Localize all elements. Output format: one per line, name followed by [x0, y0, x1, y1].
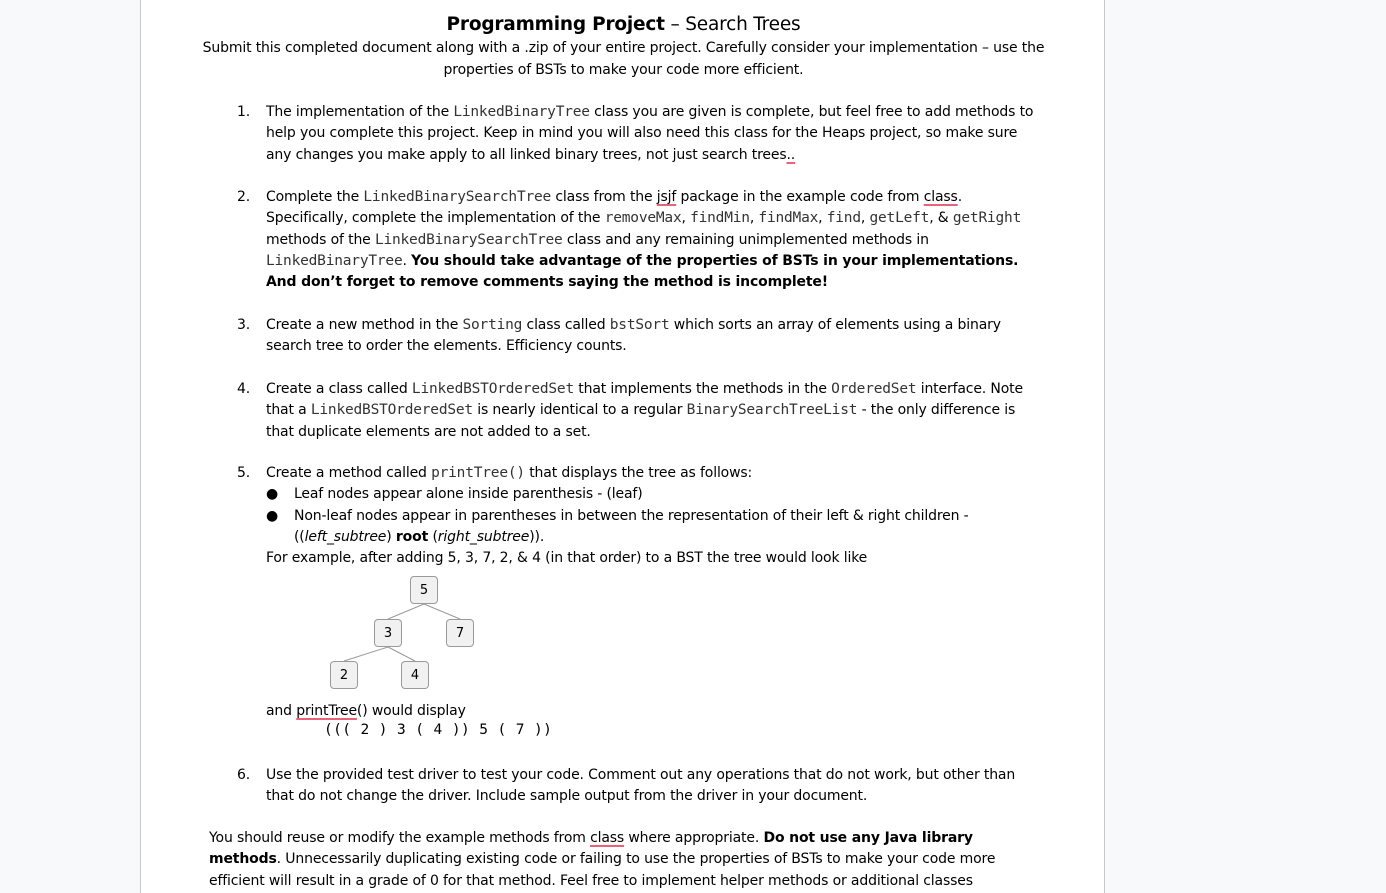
- code-orderedset: OrderedSet: [831, 381, 917, 397]
- text: (: [428, 528, 438, 545]
- text: class called: [522, 317, 610, 333]
- item-body: [266, 187, 1046, 293]
- code-linkedbinarysearchtree: LinkedBinarySearchTree: [363, 189, 552, 205]
- document-title: [141, 13, 1105, 37]
- text: package in the example code from: [676, 189, 924, 205]
- text: The implementation of the: [266, 104, 454, 120]
- item-number: 2.: [237, 189, 251, 205]
- code-printtree: printTree(): [431, 465, 525, 481]
- text: ,: [749, 210, 759, 227]
- text: class and any remaining unimplemented methods in: [562, 231, 929, 248]
- edge-5-7: [424, 604, 460, 619]
- code-find: find: [826, 210, 861, 227]
- code-getright: getRight: [952, 210, 1022, 227]
- item-body: [266, 102, 1046, 166]
- code-sorting: Sorting: [462, 317, 523, 333]
- code-linkedbstorderedset: LinkedBSTOrderedSet: [310, 402, 473, 419]
- code-removemax: removeMax: [604, 210, 682, 227]
- text: Create a method called: [266, 465, 432, 481]
- tree-node-2: 2: [330, 661, 358, 689]
- text: Complete the: [266, 189, 364, 205]
- bullet-text: [294, 506, 1024, 549]
- edge-3-2: [344, 647, 388, 661]
- text: is nearly identical to a regular: [472, 402, 687, 419]
- text: )).: [529, 528, 545, 545]
- text: .: [402, 252, 412, 269]
- item-body: [266, 463, 1046, 569]
- text: and: [266, 703, 297, 719]
- text: ,: [681, 210, 691, 227]
- code-findmax: findMax: [758, 210, 819, 227]
- tree-node-5: 5: [410, 576, 438, 604]
- text: that implements the methods in the: [574, 381, 832, 397]
- text: ,: [818, 210, 827, 227]
- bullet-icon: ●: [266, 486, 279, 503]
- root-label: root: [395, 528, 429, 545]
- bullet-icon: ●: [266, 507, 279, 524]
- text: class you are given is complete, but feel free to add methods to help you complete this project. Keep in mind you will also need this class for the Heaps project, so make sure any changes you make apply to all linked binary trees, not just search trees: [266, 104, 1034, 163]
- code-linkedbstorderedset: LinkedBSTOrderedSet: [411, 381, 574, 397]
- bold-instruction: You should take advantage of the properties of BSTs in your implementations. And don’t forget to remove comments saying the method is incomplete!: [266, 252, 1019, 291]
- text: . Specifically, complete the implementation of the: [266, 189, 963, 227]
- bullet-item-leaf: [266, 484, 1046, 505]
- text: You should reuse or modify the example methods from: [209, 830, 591, 846]
- code-bstsort: bstSort: [609, 317, 670, 333]
- document-subtitle: Submit this completed document along with a .zip of your entire project. Carefully consider your implementation – use the properties of BSTs to make your code more efficient.: [202, 40, 1045, 78]
- tree-node-4: 4: [401, 661, 429, 689]
- tree-node-3: 3: [374, 619, 402, 647]
- spellcheck-class[interactable]: class: [590, 830, 625, 846]
- item-number: 6.: [237, 767, 251, 783]
- edge-3-4: [388, 647, 415, 661]
- text: ,: [860, 210, 870, 227]
- item-body: [266, 315, 1046, 358]
- text: Create a new method in the: [266, 317, 463, 333]
- text: Non-leaf nodes appear in parentheses in between the representation of their left & right children - ((: [294, 507, 969, 545]
- bullet-item-nonleaf: [266, 506, 1046, 545]
- right-subtree-label: right_subtree: [437, 528, 530, 545]
- bst-diagram: [326, 575, 486, 695]
- text: , &: [929, 210, 953, 227]
- text: - the only difference is that duplicate elements are not added to a set.: [266, 402, 1016, 440]
- text: that displays the tree as follows:: [524, 465, 753, 481]
- tree-node-7: 7: [446, 619, 474, 647]
- text: where appropriate.: [624, 830, 764, 846]
- title-bold: Programming Project: [446, 14, 665, 35]
- text: . Unnecessarily duplicating existing code or failing to use the properties of BSTs to make your code more efficient will result in a grade of 0 for that method. Feel free to implement helper methods or additional classes: [209, 851, 996, 889]
- spellcheck-flag[interactable]: ..: [786, 146, 796, 163]
- text: which sorts an array of elements using a binary search tree to order the elements. Efficiency counts.: [266, 317, 1001, 355]
- item-number: 1.: [237, 104, 251, 120]
- code-linkedbinarysearchtree: LinkedBinarySearchTree: [374, 231, 563, 248]
- spellcheck-printtree[interactable]: printTree: [296, 703, 357, 719]
- item-body: Use the provided test driver to test your code. Comment out any operations that do not work, but other than that do not change the driver. Include sample output from the driver in your document.: [266, 767, 1016, 805]
- text: () would display: [356, 703, 466, 719]
- text: class from the: [551, 189, 657, 205]
- title-rest: – Search Trees: [664, 14, 801, 35]
- edge-5-3: [388, 604, 424, 619]
- code-linkedbinarytree: LinkedBinaryTree: [453, 104, 590, 120]
- item-body: [266, 379, 1046, 443]
- code-linkedbinarytree: LinkedBinaryTree: [266, 252, 403, 269]
- closing-paragraph: [209, 828, 1039, 892]
- bullet-text: Leaf nodes appear alone inside parenthesis - (leaf): [294, 486, 643, 503]
- code-findmin: findMin: [690, 210, 750, 227]
- code-binarysearchtreelist: BinarySearchTreeList: [686, 402, 858, 419]
- spellcheck-class[interactable]: class: [923, 189, 958, 205]
- bold-no-java-library: Do not use any Java library methods: [209, 830, 973, 868]
- example-text: For example, after adding 5, 3, 7, 2, & 4 (in that order) to a BST the tree would look like: [266, 550, 868, 567]
- document-page[interactable]: [140, 0, 1105, 893]
- left-subtree-label: left_subtree: [304, 528, 387, 545]
- spellcheck-jsjf[interactable]: jsjf: [656, 189, 677, 205]
- item-number: 4.: [237, 381, 251, 397]
- text: interface. Note that a: [266, 381, 1023, 419]
- caption-body: [266, 701, 1046, 722]
- item-number: 3.: [237, 317, 251, 333]
- printtree-output: ((( 2 ) 3 ( 4 )) 5 ( 7 )): [324, 722, 553, 738]
- text: Create a class called: [266, 381, 412, 397]
- item-number: 5.: [237, 465, 251, 481]
- text: methods of the: [266, 231, 375, 248]
- code-getleft: getLeft: [869, 210, 930, 227]
- text: ): [386, 528, 396, 545]
